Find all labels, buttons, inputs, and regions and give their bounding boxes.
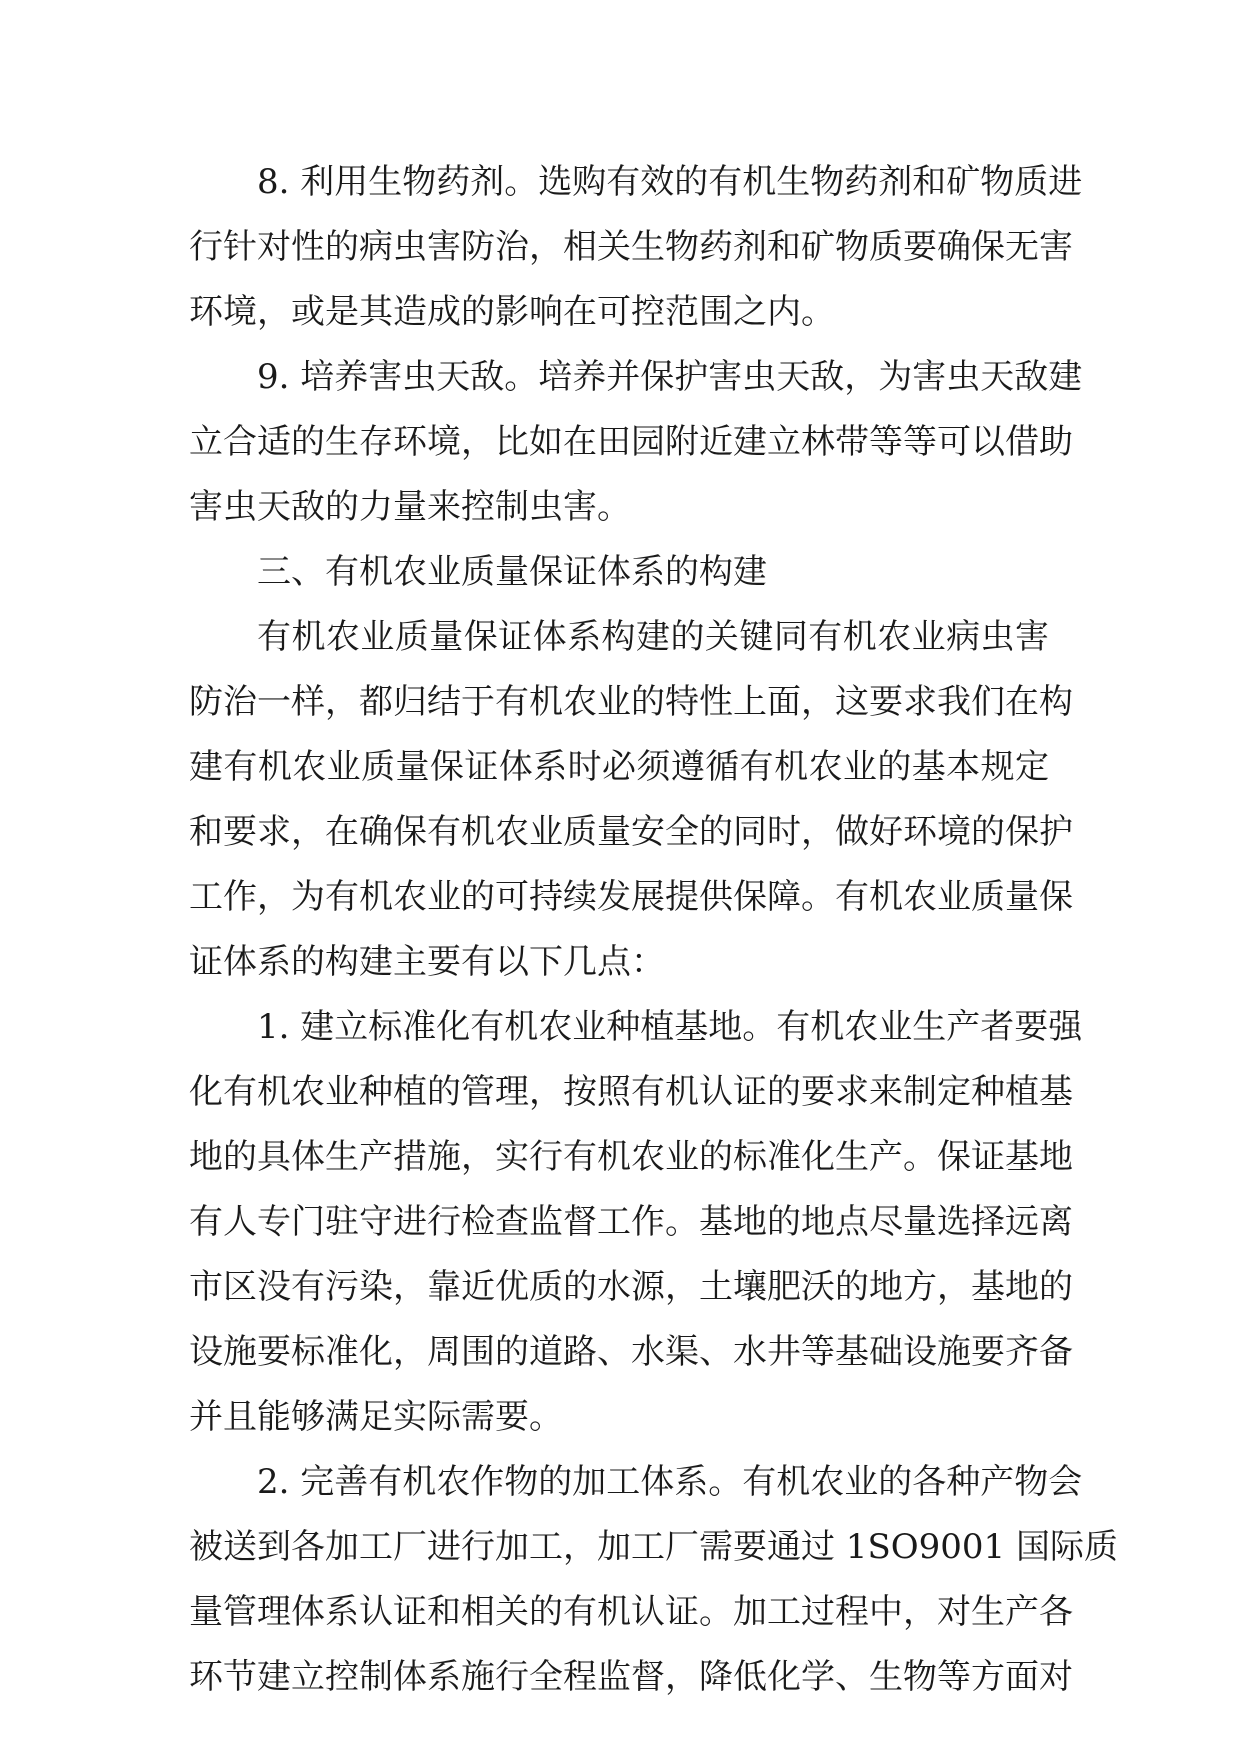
text-line: 环节建立控制体系施行全程监督，降低化学、生物等方面对 bbox=[189, 1657, 1073, 1697]
section-heading bbox=[189, 540, 1049, 605]
text-line: 行针对性的病虫害防治，相关生物药剂和矿物质要确保无害 bbox=[189, 227, 1073, 267]
text-line: 防治一样，都归结于有机农业的特性上面，这要求我们在构 bbox=[189, 682, 1073, 722]
paragraph-intro bbox=[189, 605, 1073, 995]
document-body bbox=[189, 150, 1118, 1710]
text-line: 1. 建立标准化有机农业种植基地。有机农业生产者要强 bbox=[257, 1007, 1083, 1047]
text-line: 有机农业质量保证体系构建的关键同有机农业病虫害 bbox=[257, 617, 1049, 657]
section-heading-text: 三、有机农业质量保证体系的构建 bbox=[257, 552, 767, 592]
paragraph-9-natural-enemies bbox=[189, 345, 1083, 540]
text-line: 市区没有污染，靠近优质的水源，土壤肥沃的地方，基地的 bbox=[189, 1267, 1073, 1307]
text-line: 9. 培养害虫天敌。培养并保护害虫天敌，为害虫天敌建 bbox=[257, 357, 1083, 397]
text-line: 被送到各加工厂进行加工，加工厂需要通过 1SO9001 国际质 bbox=[189, 1527, 1118, 1567]
text-line: 有人专门驻守进行检查监督工作。基地的地点尽量选择远离 bbox=[189, 1202, 1073, 1242]
text-line: 立合适的生存环境，比如在田园附近建立林带等等可以借助 bbox=[189, 422, 1073, 462]
text-line: 建有机农业质量保证体系时必须遵循有机农业的基本规定 bbox=[189, 747, 1049, 787]
text-line: 2. 完善有机农作物的加工体系。有机农业的各种产物会 bbox=[257, 1462, 1083, 1502]
text-line: 环境，或是其造成的影响在可控范围之内。 bbox=[189, 292, 835, 332]
text-line: 8. 利用生物药剂。选购有效的有机生物药剂和矿物质进 bbox=[257, 162, 1083, 202]
text-line: 化有机农业种植的管理，按照有机认证的要求来制定种植基 bbox=[189, 1072, 1073, 1112]
text-line: 设施要标准化，周围的道路、水渠、水井等基础设施要齐备 bbox=[189, 1332, 1073, 1372]
text-line: 害虫天敌的力量来控制虫害。 bbox=[189, 487, 631, 527]
paragraph-1-standard-base bbox=[189, 995, 1083, 1450]
text-line: 工作，为有机农业的可持续发展提供保障。有机农业质量保 bbox=[189, 877, 1073, 917]
text-line: 并且能够满足实际需要。 bbox=[189, 1397, 563, 1437]
text-line: 和要求，在确保有机农业质量安全的同时，做好环境的保护 bbox=[189, 812, 1073, 852]
text-line: 量管理体系认证和相关的有机认证。加工过程中，对生产各 bbox=[189, 1592, 1073, 1632]
paragraph-2-processing-system bbox=[189, 1450, 1118, 1710]
text-line: 证体系的构建主要有以下几点： bbox=[189, 942, 665, 982]
text-line: 地的具体生产措施，实行有机农业的标准化生产。保证基地 bbox=[189, 1137, 1073, 1177]
paragraph-8-biopesticides bbox=[189, 150, 1083, 345]
